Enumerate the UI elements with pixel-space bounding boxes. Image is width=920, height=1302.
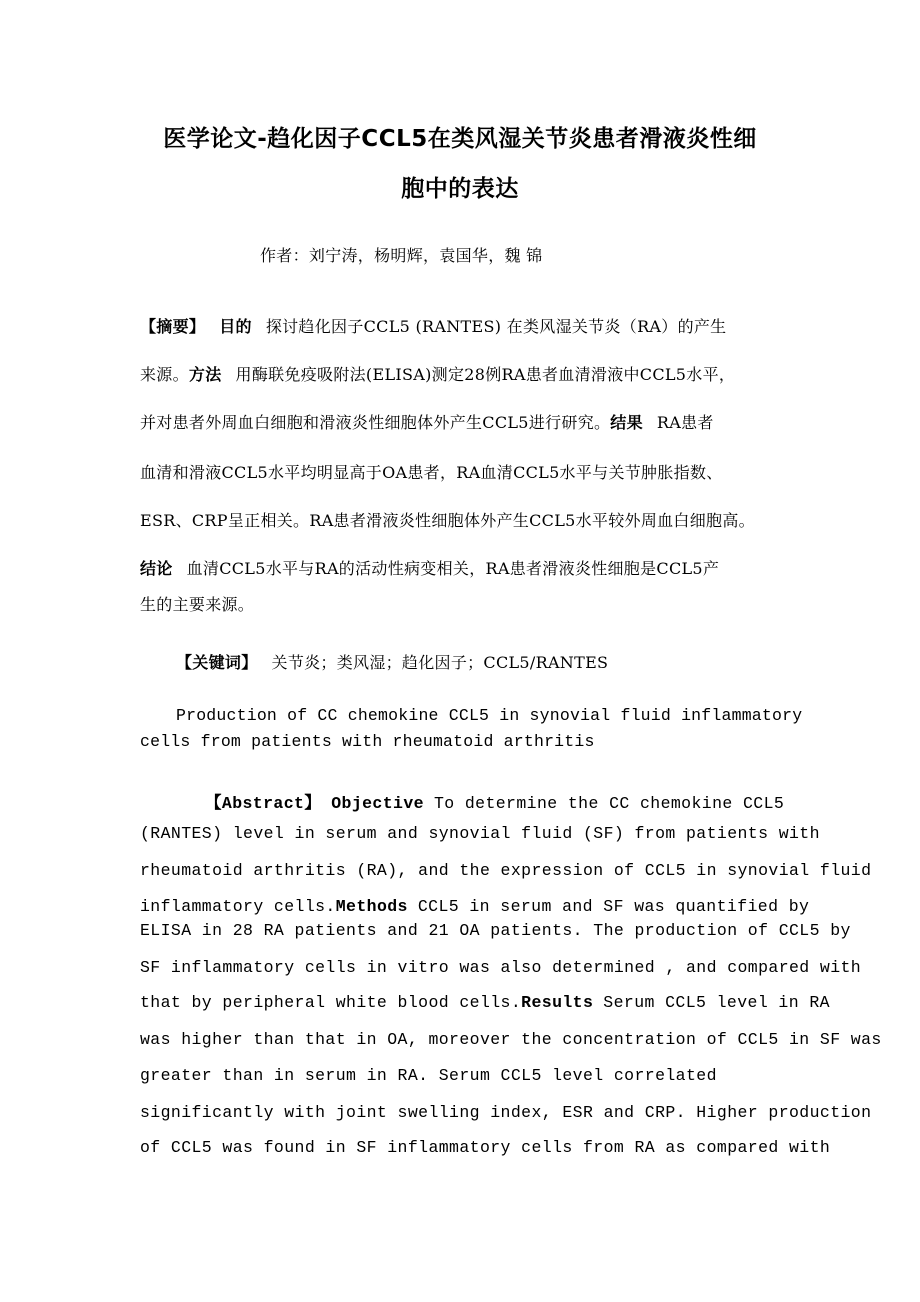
abstract-en-line-4 [140, 897, 809, 916]
english-title-line-2: cells from patients with rheumatoid arthritis [140, 732, 595, 751]
results-label: 结果 [610, 413, 643, 432]
abstract-en-line-6: SF inflammatory cells in vitro was also determined , and compared with [140, 958, 862, 977]
objective-en-label: Objective [331, 794, 424, 813]
abstract-en-line-3: rheumatoid arthritis (RA), and the expression of CCL5 in synovial fluid [140, 861, 872, 880]
objective-text-cont: 来源。 [140, 365, 189, 384]
abstract-label: 【摘要】 [140, 317, 206, 336]
abstract-cn-line-4: 血清和滑液CCL5水平均明显高于OA患者，RA血清CCL5水平与关节肿胀指数、 [140, 463, 723, 482]
results-text: RA患者 [656, 413, 714, 432]
abstract-cn-line-7: 生的主要来源。 [140, 595, 255, 614]
methods-text: 用酶联免疫吸附法(ELISA)测定28例RA患者血清滑液中CCL5水平， [235, 365, 736, 384]
abstract-cn-line-6 [140, 556, 719, 579]
abstract-cn-line-1 [140, 314, 726, 337]
abstract-cn-line-3 [140, 410, 714, 433]
abstract-cn-line-5: ESR、CRP呈正相关。RA患者滑液炎性细胞体外产生CCL5水平较外周血白细胞高。 [140, 511, 755, 530]
objective-label: 目的 [219, 317, 252, 336]
keywords-text: 关节炎；类风湿；趋化因子；CCL5/RANTES [271, 653, 609, 672]
results-en-text: Serum CCL5 level in RA [603, 993, 830, 1012]
objective-en-text: To determine the CC chemokine CCL5 [433, 794, 785, 813]
methods-label: 方法 [188, 365, 222, 384]
results-en-label: Results [521, 993, 594, 1012]
abstract-en-l7-pre: that by peripheral white blood cells. [140, 993, 522, 1012]
english-title-line-1: Production of CC chemokine CCL5 in synovial fluid inflammatory [176, 706, 803, 725]
abstract-en-line-10: significantly with joint swelling index, ESR and CRP. Higher production [140, 1103, 872, 1122]
paper-title-line-1: 医学论文-趋化因子CCL5在类风湿关节炎患者滑液炎性细 [163, 126, 757, 152]
keywords-line [176, 650, 608, 673]
methods-en-text: CCL5 in serum and SF was quantified by [417, 897, 810, 916]
paper-title-line-2: 胞中的表达 [401, 176, 519, 202]
abstract-cn-line-2 [140, 362, 735, 385]
objective-text: 探讨趋化因子CCL5 (RANTES) 在类风湿关节炎（RA）的产生 [265, 317, 727, 336]
conclusion-text: 血清CCL5水平与RA的活动性病变相关，RA患者滑液炎性细胞是CCL5产 [186, 559, 720, 578]
abstract-en-line-11: of CCL5 was found in SF inflammatory cells from RA as compared with [140, 1138, 831, 1157]
abstract-en-line-8: was higher than that in OA, moreover the concentration of CCL5 in SF was [140, 1030, 882, 1049]
conclusion-label: 结论 [140, 559, 173, 578]
methods-text-cont: 并对患者外周血白细胞和滑液炎性细胞体外产生CCL5进行研究。 [140, 413, 611, 432]
methods-en-label: Methods [335, 897, 408, 916]
abstract-en-label: 【Abstract】 [205, 794, 322, 813]
abstract-en-line-9: greater than in serum in RA. Serum CCL5 level correlated [140, 1066, 717, 1085]
abstract-en-line-5: ELISA in 28 RA patients and 21 OA patients. The production of CCL5 by [140, 921, 851, 940]
abstract-en-line-7 [140, 993, 830, 1012]
authors-line: 作者：刘宁涛，杨明辉，袁国华，魏 锦 [260, 246, 543, 265]
abstract-en-line-2: (RANTES) level in serum and synovial fluid (SF) from patients with [140, 824, 820, 843]
abstract-en-l4-pre: inflammatory cells. [140, 897, 336, 916]
keywords-label: 【关键词】 [176, 653, 258, 672]
abstract-en-line-1 [205, 789, 784, 813]
